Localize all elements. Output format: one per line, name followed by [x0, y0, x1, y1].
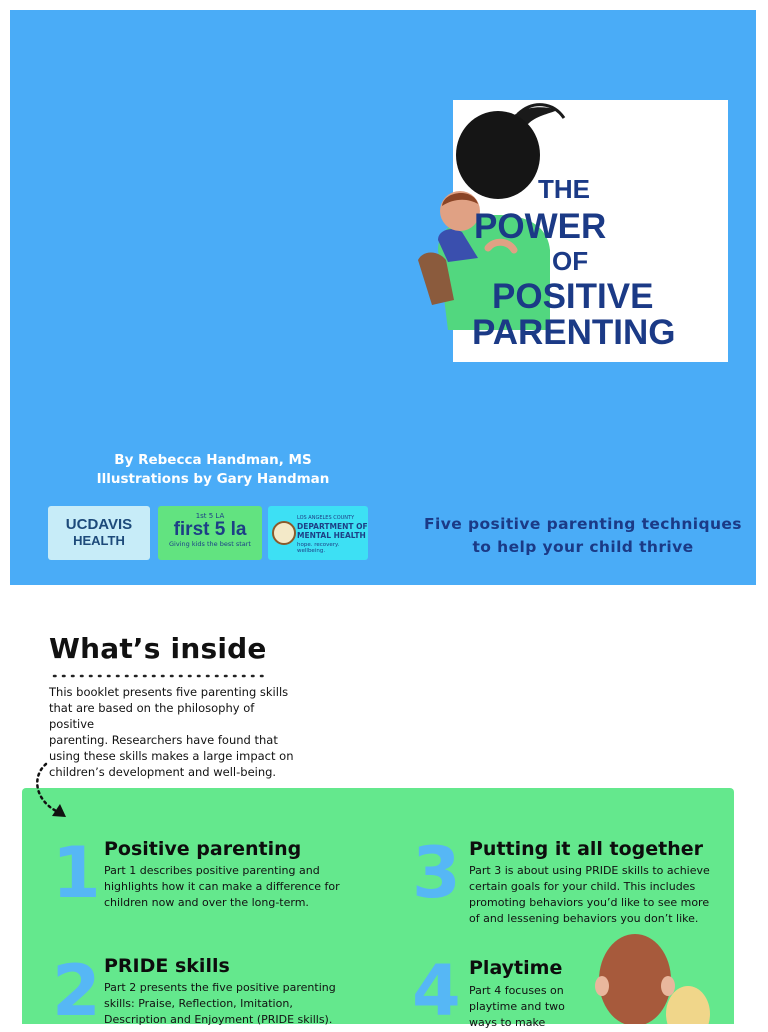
intro-line: parenting. Researchers have found that	[49, 733, 278, 747]
section-line: certain goals for your child. This includes	[469, 880, 696, 893]
dmh-name	[297, 522, 368, 540]
section-title-pride-skills: PRIDE skills	[104, 955, 230, 977]
first5la-logo	[158, 506, 262, 560]
heading-dotted-underline	[52, 673, 272, 679]
intro-line: This booklet presents five parenting skills	[49, 685, 289, 699]
ucdavis-logo-line2: HEALTH	[73, 533, 125, 548]
tagline-line1: Five positive parenting techniques	[424, 515, 742, 533]
author-line: By Rebecca Handman, MS	[114, 452, 312, 468]
cover-panel	[10, 10, 756, 585]
section-text-positive-parenting	[104, 863, 354, 911]
dmh-county-label: LOS ANGELES COUNTY	[297, 515, 355, 521]
section-line: Description and Enjoyment (PRIDE skills).	[104, 1013, 333, 1026]
section-text-putting-together	[469, 863, 729, 927]
section-text-pride-skills	[104, 980, 354, 1028]
cover-illustration	[418, 100, 728, 362]
parent-head-shape	[456, 111, 540, 199]
section-number-1: 1	[52, 832, 101, 914]
cover-illustration-svg	[418, 100, 728, 362]
ucdavis-logo-line1: UCDAVIS	[65, 516, 133, 533]
section-title-putting-together: Putting it all together	[469, 838, 704, 860]
section-title-playtime: Playtime	[469, 957, 563, 979]
section-number-3: 3	[412, 832, 461, 914]
cover-tagline	[420, 513, 746, 559]
section-line: promoting behaviors you’d like to see more	[469, 896, 710, 909]
whats-inside-heading: What’s inside	[49, 632, 267, 665]
dmh-name-line2: MENTAL HEALTH	[297, 531, 366, 540]
section-line: Part 2 presents the five positive parenting	[104, 981, 336, 994]
section-title-positive-parenting: Positive parenting	[104, 838, 302, 860]
child-ear-shape	[595, 976, 609, 996]
intro-paragraph	[49, 684, 299, 780]
dmh-tagline: hope. recovery. wellbeing.	[297, 542, 340, 554]
child-hair-shape	[599, 934, 671, 1024]
section-number-4: 4	[412, 950, 461, 1032]
section-line: of and lessening behaviors you don’t like.	[469, 912, 699, 925]
dotted-arrow-icon	[28, 760, 78, 822]
ucdavis-health-logo	[48, 506, 150, 560]
intro-line: children’s development and well-being.	[49, 765, 277, 779]
cover-title-positive: POSITIVE	[492, 277, 654, 316]
section-line: highlights how it can make a difference for	[104, 880, 340, 893]
section-number-2: 2	[52, 950, 101, 1032]
intro-line: that are based on the philosophy of positive	[49, 701, 255, 731]
first5la-logo-badges: 1st 5 LA	[195, 512, 225, 520]
section-line: Part 3 is about using PRIDE skills to achieve	[469, 864, 710, 877]
section-line: children now and over the long-term.	[104, 896, 309, 909]
cover-title-power: POWER	[474, 207, 607, 246]
section-line: ways to make	[469, 1016, 546, 1029]
section-line: Part 1 describes positive parenting and	[104, 864, 320, 877]
cover-title-parenting: PARENTING	[472, 313, 676, 352]
first5la-logo-name: first 5 la	[173, 519, 247, 540]
cover-title-the: THE	[538, 174, 590, 204]
illustrator-line: Illustrations by Gary Handman	[96, 471, 330, 487]
section-line: playtime and two	[469, 1000, 565, 1013]
cover-title-of: OF	[552, 246, 589, 276]
intro-line: using these skills makes a large impact on	[49, 749, 294, 763]
la-county-dmh-logo	[268, 506, 368, 560]
playtime-illustration	[590, 930, 720, 1024]
section-line: skills: Praise, Reflection, Imitation,	[104, 997, 293, 1010]
section-line: Part 4 focuses on	[469, 984, 564, 997]
cover-credits	[70, 451, 356, 489]
first5la-logo-tagline: Giving kids the best start	[169, 540, 251, 548]
dmh-name-line1: DEPARTMENT OF	[297, 522, 368, 531]
tagline-line2: to help your child thrive	[472, 538, 694, 556]
county-seal-icon	[272, 521, 296, 545]
child-ear-shape	[661, 976, 675, 996]
